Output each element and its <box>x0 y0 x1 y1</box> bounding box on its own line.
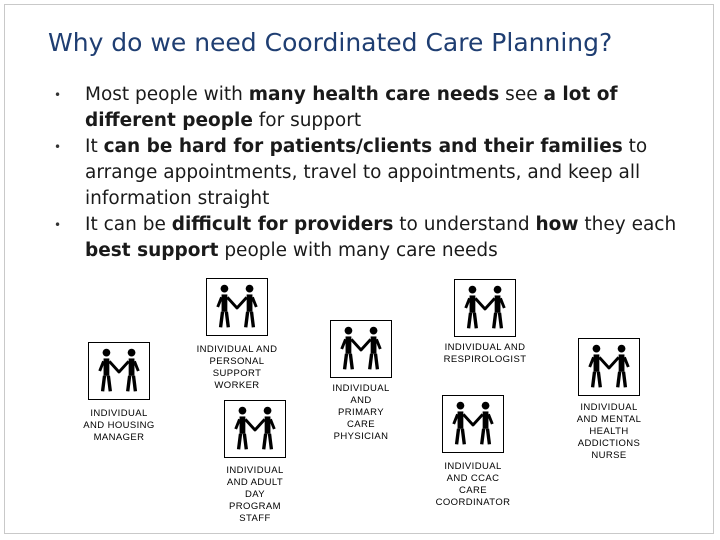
pair-ccac-care-coordinator-label: INDIVIDUAL AND CCAC CARE COORDINATOR <box>435 461 511 508</box>
pair-housing-manager-icon <box>88 342 150 400</box>
pair-mental-health-addictions-nurse-label: INDIVIDUAL AND MENTAL HEALTH ADDICTIONS NURSE <box>576 402 642 461</box>
pair-adult-day-program-staff-label: INDIVIDUAL AND ADULT DAY PROGRAM STAFF <box>226 465 284 524</box>
pair-personal-support-worker-icon <box>206 278 268 336</box>
pair-respirologist-label: INDIVIDUAL AND RESPIROLOGIST <box>443 342 527 365</box>
bullet-list <box>48 82 688 264</box>
pair-personal-support-worker-label: INDIVIDUAL AND PERSONAL SUPPORT WORKER <box>196 344 278 391</box>
bullet-text: It can be hard for patients/clients and their families to arrange appointments, travel to appointments, and keep all information straight <box>85 136 648 209</box>
bullet-dot-icon: • <box>54 218 62 232</box>
pair-ccac-care-coordinator-icon <box>442 395 504 453</box>
pair-housing-manager-label: INDIVIDUAL AND HOUSING MANAGER <box>83 408 155 443</box>
pair-primary-care-physician-icon <box>330 320 392 378</box>
pair-adult-day-program-staff-icon <box>224 400 286 458</box>
bullet-item <box>48 134 688 212</box>
bullet-dot-icon: • <box>54 140 62 154</box>
bullet-text: It can be difficult for providers to understand how they each best support people with many care needs <box>85 214 677 261</box>
slide-title: Why do we need Coordinated Care Planning? <box>48 28 613 57</box>
bullet-text: Most people with many health care needs see a lot of different people for support <box>85 84 618 131</box>
bullet-item <box>48 212 688 264</box>
bullet-item <box>48 82 688 134</box>
pair-primary-care-physician-label: INDIVIDUAL AND PRIMARY CARE PHYSICIAN <box>332 383 390 442</box>
pair-respirologist-icon <box>454 279 516 337</box>
pair-mental-health-addictions-nurse-icon <box>578 338 640 396</box>
bullet-dot-icon: • <box>54 88 62 102</box>
